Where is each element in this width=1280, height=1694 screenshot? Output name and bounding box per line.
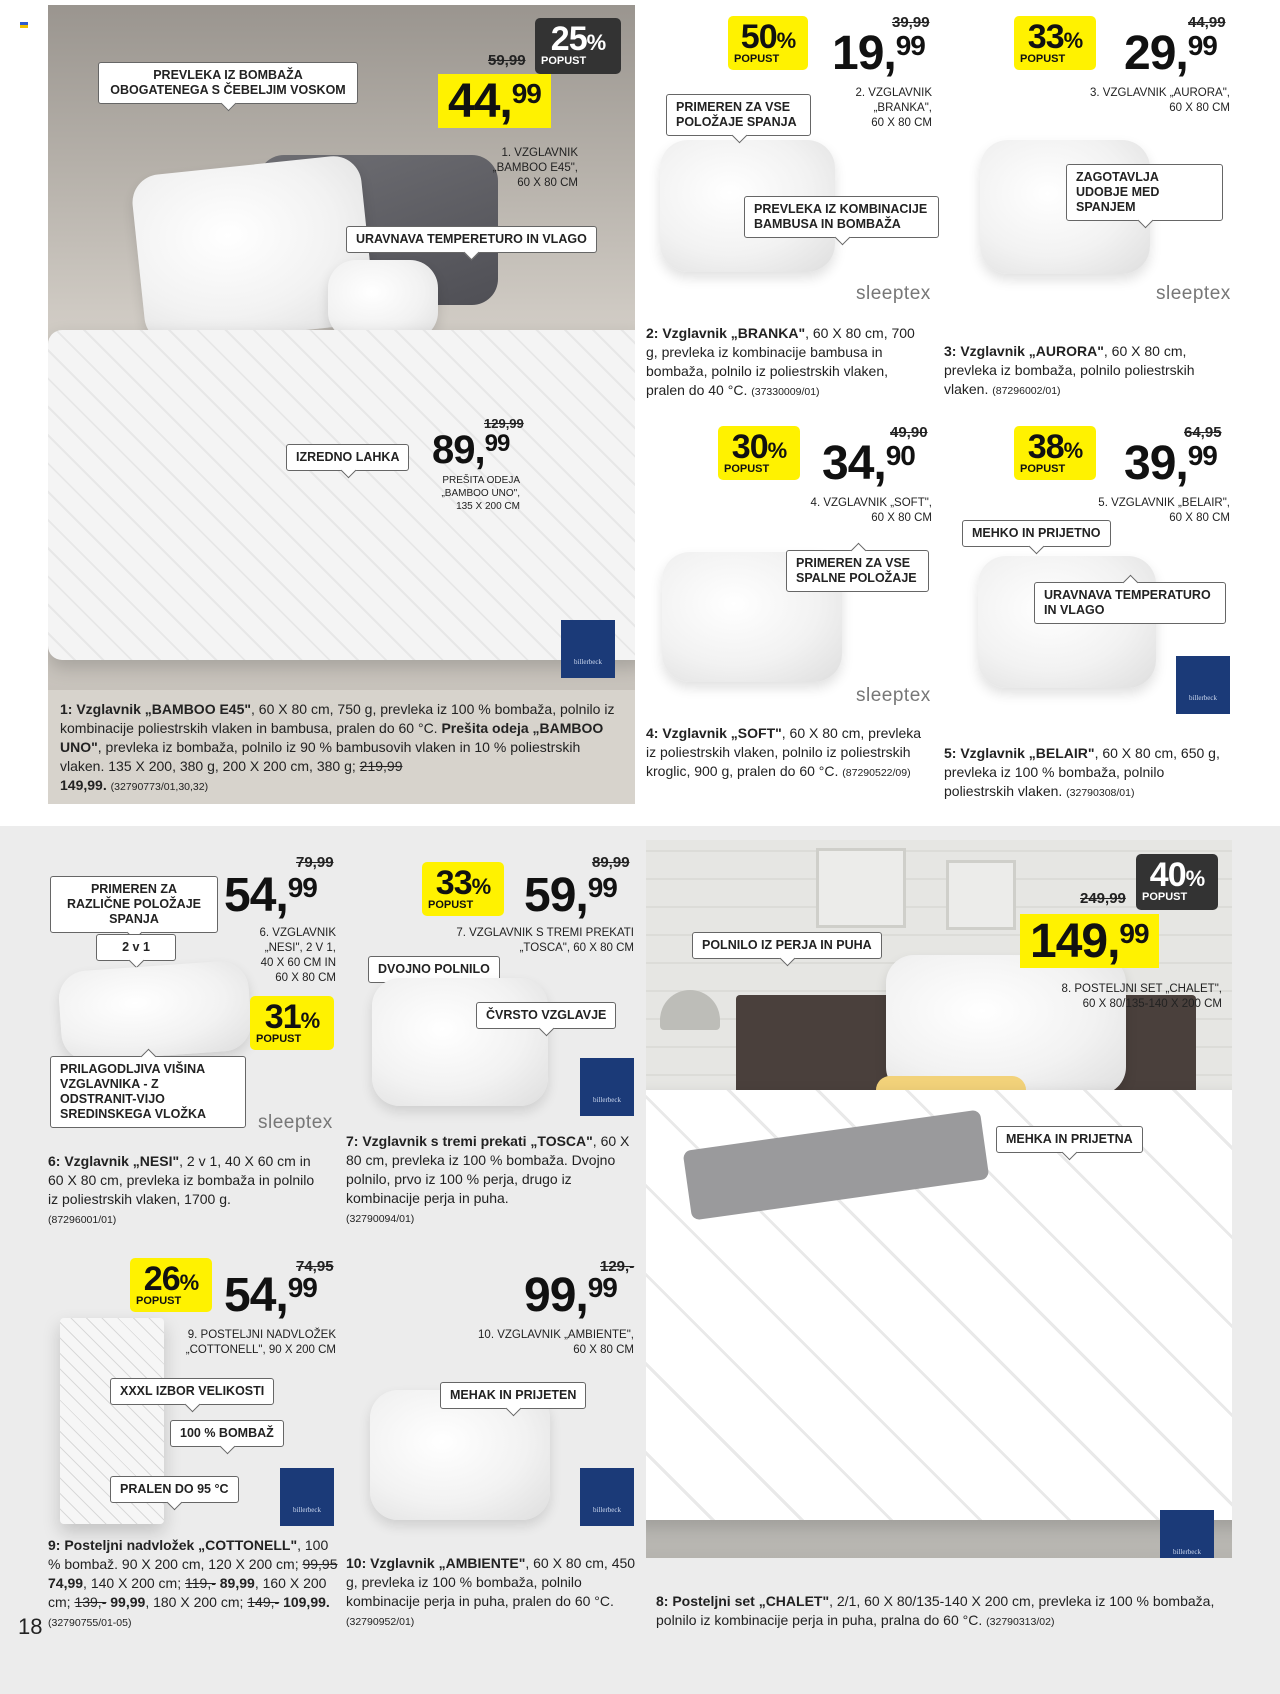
product-6-old-price: 79,99 bbox=[296, 854, 334, 871]
billerbeck-logo: billerbeck bbox=[580, 1058, 634, 1116]
product-3-price: 29,99 bbox=[1124, 27, 1217, 80]
product-2-price: 19,99 bbox=[832, 27, 925, 80]
language-flag-icon bbox=[20, 22, 28, 28]
billerbeck-logo: billerbeck bbox=[1176, 656, 1230, 714]
callout-temperature: URAVNAVA TEMPERETURO IN VLAGO bbox=[346, 226, 597, 253]
callout-temperature-humidity: URAVNAVA TEMPERATURO IN VLAGO bbox=[1034, 582, 1226, 624]
callout-various-positions: PRIMEREN ZA RAZLIČNE POLOŽAJE SPANJA bbox=[50, 876, 218, 933]
product-1-short-desc: 1. VZGLAVNIK „BAMBOO E45", 60 X 80 CM bbox=[492, 147, 578, 189]
product-4-old-price: 49,90 bbox=[890, 424, 928, 441]
callout-light: IZREDNO LAHKA bbox=[286, 444, 409, 471]
product-2-description: 2: Vzglavnik „BRANKA", 60 X 80 cm, 700 g, prevleka iz kombinacije bambusa in bombaža, polnilo iz poliestrskih vlaken, pralen do 40 °C. (37330009/01) bbox=[646, 325, 915, 398]
product-2-short-desc: 2. VZGLAVNIK „BRANKA", 60 X 80 CM bbox=[855, 87, 932, 129]
product-7-price: 59,99 bbox=[524, 869, 617, 922]
product-5-price: 39,99 bbox=[1124, 437, 1217, 490]
callout-soft-pleasant-set: MEHKA IN PRIJETNA bbox=[996, 1126, 1143, 1153]
sleeptex-logo: sleeptex bbox=[258, 1112, 333, 1133]
callout-soft-pleasant-pillow: MEHAK IN PRIJETEN bbox=[440, 1382, 586, 1409]
callout-beeswax-cover: PREVLEKA IZ BOMBAŽA OBOGATENEGA S ČEBELJIM VOSKOM bbox=[98, 62, 358, 104]
callout-firm-headrest: ČVRSTO VZGLAVJE bbox=[476, 1002, 616, 1029]
product-10-image bbox=[370, 1390, 550, 1520]
wall-frame-image bbox=[946, 860, 1016, 930]
product-2-discount-badge: 50% POPUST bbox=[728, 16, 808, 70]
callout-washable-95: PRALEN DO 95 °C bbox=[110, 1476, 239, 1503]
page-number: 18 bbox=[18, 1614, 43, 1639]
product-6-price: 54,99 bbox=[224, 869, 317, 922]
callout-all-positions: PRIMEREN ZA VSE POLOŽAJE SPANJA bbox=[666, 94, 811, 136]
small-pillow-image bbox=[328, 260, 438, 340]
product-7-old-price: 89,99 bbox=[592, 854, 630, 871]
product-10-short-desc: 10. VZGLAVNIK „AMBIENTE", 60 X 80 CM bbox=[478, 1329, 634, 1356]
product-5-description: 5: Vzglavnik „BELAIR", 60 X 80 cm, 650 g, prevleka iz 100 % bombaža, polnilo poliestrskih vlaken. (32790308/01) bbox=[944, 745, 1220, 799]
product-4-description: 4: Vzglavnik „SOFT", 60 X 80 cm, prevleka iz poliestrskih vlaken, polnilo iz poliestrskih kroglic, 900 g, pralen do 60 °C. (87290522/09) bbox=[646, 725, 922, 779]
pillow-image bbox=[886, 955, 1126, 1095]
duvet-old-price: 129,99 bbox=[484, 416, 524, 431]
callout-double-filling: DVOJNO POLNILO bbox=[368, 956, 500, 983]
product-1-discount-badge: 25% POPUST bbox=[535, 18, 621, 74]
product-7-discount-badge: 33% POPUST bbox=[422, 862, 504, 916]
product-6-discount-badge: 31% POPUST bbox=[250, 996, 334, 1050]
product-3-short-desc: 3. VZGLAVNIK „AURORA", 60 X 80 CM bbox=[1090, 87, 1230, 114]
billerbeck-logo: billerbeck bbox=[561, 620, 615, 678]
product-8-old-price: 249,99 bbox=[1080, 890, 1126, 907]
product-7-image bbox=[372, 978, 548, 1106]
product-6-description: 6: Vzglavnik „NESI", 2 v 1, 40 X 60 cm in 60 X 80 cm, prevleka iz bombaža in polnilo iz poliestrskih vlaken, 1700 g. (87296001/01) bbox=[48, 1153, 315, 1226]
product-7-description: 7: Vzglavnik s tremi prekati „TOSCA", 60 X 80 cm, prevleka iz 100 % bombaža. Dvojno polnilo, prvo iz 100 % perja, drugo iz kombinacije perja in puha. (32790094/01) bbox=[346, 1133, 630, 1225]
duvet-image bbox=[48, 330, 635, 660]
callout-adjustable-height: PRILAGODLJIVA VIŠINA VZGLAVNIKA - Z ODSTRANIT-VIJO SREDINSKEGA VLOŽKA bbox=[50, 1056, 246, 1128]
product-1-old-price: 59,99 bbox=[488, 52, 526, 69]
callout-soft-pleasant: MEHKO IN PRIJETNO bbox=[962, 520, 1111, 547]
product-5-old-price: 64,95 bbox=[1184, 424, 1222, 441]
product-1-description: 1: Vzglavnik „BAMBOO E45", 60 X 80 cm, 750 g, prevleka iz 100 % bombaža, polnilo iz kombinacije poliestrskih vlaken in bambusa, pralen do 60 °C. Prešita odeja „BAMBOO UNO", prevleka iz bombaža, polnilo iz 90 % bambusovih vlaken in 10 % poliestrskih vlaken. 135 X 200, 380 g, 200 X 200 cm, 380 g; 219,99 149,99. (32790773/01,30,32) bbox=[60, 701, 615, 793]
product-9-discount-badge: 26% POPUST bbox=[130, 1258, 212, 1312]
product-6-short-desc: 6. VZGLAVNIK „NESI", 2 V 1, 40 X 60 CM IN 60 X 80 CM bbox=[259, 927, 336, 984]
billerbeck-logo: billerbeck bbox=[1160, 1510, 1214, 1558]
sleeptex-logo: sleeptex bbox=[1156, 283, 1231, 304]
callout-comfort: ZAGOTAVLJA UDOBJE MED SPANJEM bbox=[1066, 164, 1223, 221]
product-4-discount-badge: 30% POPUST bbox=[718, 426, 800, 480]
sleeptex-logo: sleeptex bbox=[856, 685, 931, 706]
product-9-description: 9: Posteljni nadvložek „COTTONELL", 100 % bombaž. 90 X 200 cm, 120 X 200 cm; 99,95 74,99, 140 X 200 cm; 119,- 89,99, 160 X 200 cm; 139,- 99,99, 180 X 200 cm; 149,- 109,99. (32790755/01-05) bbox=[48, 1537, 338, 1629]
product-3-discount-badge: 33% POPUST bbox=[1014, 16, 1096, 70]
product-7-short-desc: 7. VZGLAVNIK S TREMI PREKATI „TOSCA", 60 X 80 CM bbox=[456, 927, 634, 954]
callout-bamboo-cotton: PREVLEKA IZ KOMBINACIJE BAMBUSA IN BOMBAŽA bbox=[744, 196, 939, 238]
callout-all-sleep-positions: PRIMEREN ZA VSE SPALNE POLOŽAJE bbox=[786, 550, 929, 592]
callout-feathers-down: POLNILO IZ PERJA IN PUHA bbox=[692, 932, 882, 959]
product-9-old-price: 74,95 bbox=[296, 1258, 334, 1275]
product-8-price: 149,99 bbox=[1020, 914, 1159, 968]
duvet-short-desc: PREŠITA ODEJA „BAMBOO UNO", 135 X 200 CM bbox=[441, 475, 520, 512]
billerbeck-logo: billerbeck bbox=[580, 1468, 634, 1526]
product-2-old-price: 39,99 bbox=[892, 14, 930, 31]
product-10-old-price: 129,- bbox=[600, 1258, 635, 1275]
billerbeck-logo: billerbeck bbox=[280, 1468, 334, 1526]
product-10-description: 10: Vzglavnik „AMBIENTE", 60 X 80 cm, 450 g, prevleka iz 100 % bombaža, polnilo kombinacije perja in puha, pralen do 60 °C. (32790952/01) bbox=[346, 1555, 636, 1628]
product-4-price: 34,90 bbox=[822, 437, 915, 490]
product-8-description: 8: Posteljni set „CHALET", 2/1, 60 X 80/135-140 X 200 cm, prevleka iz 100 % bombaža, polnilo iz kombinacije perja in puha, pralna do 60 °C. (32790313/02) bbox=[656, 1593, 1215, 1628]
product-10-price: 99,99 bbox=[524, 1269, 617, 1322]
wall-frame-image bbox=[816, 848, 906, 928]
product-3-old-price: 44,99 bbox=[1188, 14, 1226, 31]
callout-xxxl-sizes: XXXL IZBOR VELIKOSTI bbox=[110, 1378, 274, 1405]
product-5-discount-badge: 38% POPUST bbox=[1014, 426, 1096, 480]
product-3-description: 3: Vzglavnik „AURORA", 60 X 80 cm, prevleka iz bombaža, polnilo poliestrskih vlaken. (87296002/01) bbox=[944, 343, 1195, 397]
product-5-short-desc: 5. VZGLAVNIK „BELAIR", 60 X 80 CM bbox=[1098, 497, 1230, 524]
product-4-short-desc: 4. VZGLAVNIK „SOFT", 60 X 80 CM bbox=[810, 497, 932, 524]
callout-cotton: 100 % BOMBAŽ bbox=[170, 1420, 284, 1447]
product-8-short-desc: 8. POSTELJNI SET „CHALET", 60 X 80/135-140 X 200 CM bbox=[1061, 983, 1222, 1010]
duvet-price: 89,99 bbox=[432, 428, 510, 472]
product-1-price: 44,99 bbox=[438, 74, 551, 128]
callout-2in1: 2 v 1 bbox=[96, 934, 176, 961]
product-9-price: 54,99 bbox=[224, 1269, 317, 1322]
product-6-image bbox=[57, 959, 253, 1062]
product-9-short-desc: 9. POSTELJNI NADVLOŽEK „COTTONELL", 90 X 200 CM bbox=[185, 1329, 336, 1356]
sleeptex-logo: sleeptex bbox=[856, 283, 931, 304]
product-8-discount-badge: 40% POPUST bbox=[1136, 854, 1218, 910]
